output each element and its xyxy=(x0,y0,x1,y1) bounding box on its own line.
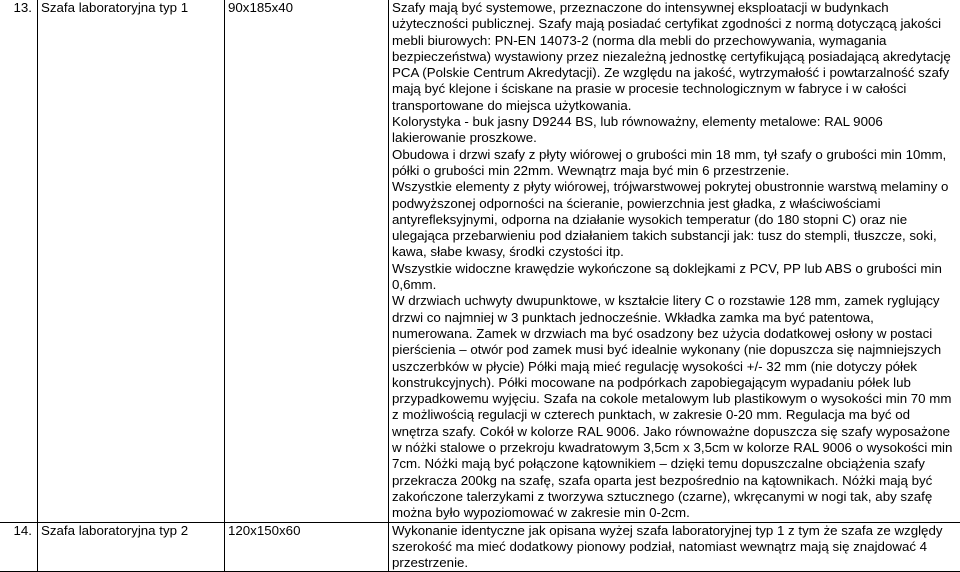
item-name: Szafa laboratoryjna typ 2 xyxy=(38,522,225,572)
table-row xyxy=(0,522,960,572)
row-number: 14. xyxy=(0,522,38,572)
row-number: 13. xyxy=(0,0,38,522)
description-paragraph: Obudowa i drzwi szafy z płyty wiórowej o grubości min 18 mm, tył szafy o grubości min 10mm, półki o grubości min 22mm. Wewnątrz maja być min 6 przestrzenie. xyxy=(392,147,958,180)
description-paragraph: W drzwiach uchwyty dwupunktowe, w kształcie litery C o rozstawie 128 mm, zamek ryglujący drzwi co najmniej w 3 punktach jednocześnie. Wkładka zamka ma być patentowa, numerowana. Zamek w drzwiach ma być osadzony bez użycia dodatkowej osłony w postaci pierścienia – otwór pod zamek musi być idealnie wykonany (nie dopuszcza się najmniejszych uszczerbków w płycie) Półki mają mieć regulację wysokości +/- 32 mm (nie dotyczy półek konstrukcyjnych). Półki mocowane na podpórkach zapobiegającym wypadaniu półek lub przypadkowemu wyjęciu. Szafa na cokole metalowym lub plastikowym o wysokości min 70 mm z możliwością regulacji w czterech punktach, w zakresie 0-20 mm. Regulacja ma być od wnętrza szafy. Cokół w kolorze RAL 9006. Jako równoważne dopuszcza się szafy wyposażone w nóżki stalowe o przekroju kwadratowym 3,5cm x 3,5cm w kolorze RAL 9006 o wysokości min 7cm. Nóżki mają być połączone kątownikiem – dzięki temu dopuszczalne obciążenia szafy przekracza 200kg na szafę, szafa oparta jest bezpośrednio na kątownikach. Nóżki mają być zakończone talerzykami z tworzywa sztucznego (czarne), wkręcanymi w nogi tak, aby szafę można było wypoziomować w zakresie min 0-2cm. xyxy=(392,293,958,521)
description-paragraph: Wykonanie identyczne jak opisana wyżej szafa laboratoryjnej typ 1 z tym że szafa ze względy szerokość ma mieć dodatkowy pionowy podział, natomiast wewnątrz mają się znajdować 4 przestrzenie. xyxy=(392,523,958,572)
item-name: Szafa laboratoryjna typ 1 xyxy=(38,0,225,522)
description-paragraph: Kolorystyka - buk jasny D9244 BS, lub równoważny, elementy metalowe: RAL 9006 lakierowanie proszkowe. xyxy=(392,114,958,147)
item-description xyxy=(389,0,960,522)
description-paragraph: Szafy mają być systemowe, przeznaczone do intensywnej eksploatacji w budynkach użyteczności publicznej. Szafy mają posiadać certyfikat zgodności z normą dotyczącą jakości mebli biurowych: PN-EN 14073-2 (norma dla mebli do przechowywania, wymagania bezpieczeństwa) wystawiony przez niezależną jednostkę certyfikującą posiadającą akredytację PCA (Polskie Centrum Akredytacji). Ze względu na jakość, wytrzymałość i powtarzalność szafy mają być klejone i ściskane na prasie w procesie technologicznym w fabryce i w całości transportowane do miejsca użytkowania. xyxy=(392,0,958,114)
description-paragraph: Wszystkie widoczne krawędzie wykończone są doklejkami z PCV, PP lub ABS o grubości min 0,6mm. xyxy=(392,261,958,294)
item-dimensions: 90x185x40 xyxy=(225,0,389,522)
description-paragraph: Wszystkie elementy z płyty wiórowej, trójwarstwowej pokrytej obustronnie warstwą melaminy o podwyższonej odporności na ścieranie, powierzchnia jest gładka, z właściwościami antyrefleksyjnymi, odporna na działanie wysokich temperatur (do 180 stopni C) oraz nie ulegająca przebarwieniu pod działaniem takich substancji jak: tusz do stempli, tłuszcze, soki, kawa, słabe kwasy, środki czystości itp. xyxy=(392,179,958,260)
item-description xyxy=(389,522,960,572)
item-dimensions: 120x150x60 xyxy=(225,522,389,572)
